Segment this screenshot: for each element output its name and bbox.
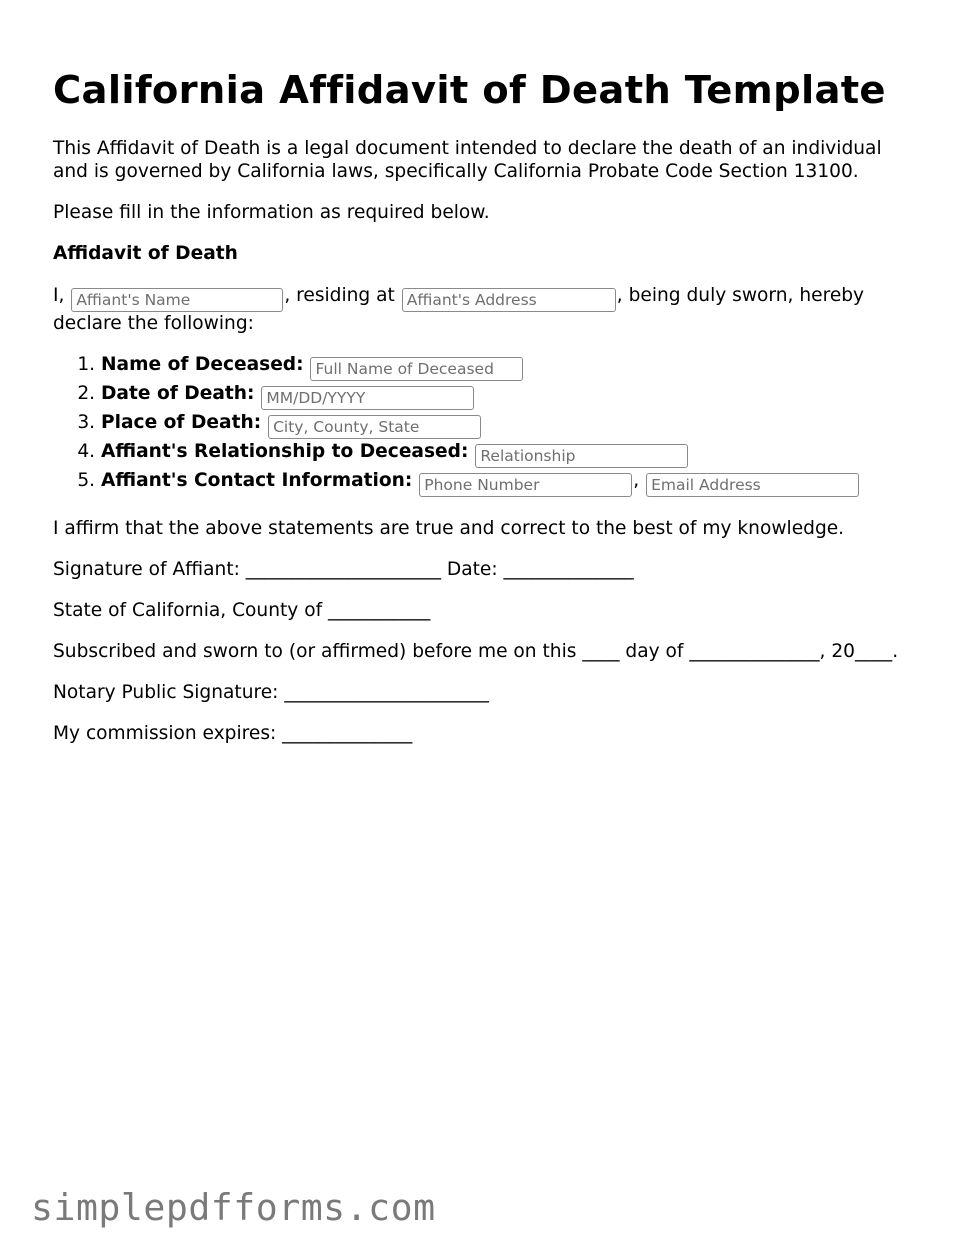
place-of-death-input[interactable] bbox=[268, 415, 481, 439]
commission-expires-line: My commission expires: ______________ bbox=[53, 723, 413, 744]
deceased-info-list bbox=[53, 352, 913, 497]
declaration-suffix: , being duly sworn, hereby declare the following: bbox=[53, 285, 865, 334]
list-item-place-of-death bbox=[101, 410, 913, 439]
contact-info-label: Affiant's Contact Information: bbox=[101, 470, 413, 491]
relationship-input[interactable] bbox=[475, 444, 688, 468]
list-item-deceased-name bbox=[101, 352, 913, 381]
affiant-address-input[interactable] bbox=[402, 288, 616, 312]
list-item-relationship bbox=[101, 439, 913, 468]
declaration-paragraph bbox=[53, 284, 913, 335]
page-title: California Affidavit of Death Template bbox=[53, 68, 886, 113]
contact-separator: , bbox=[633, 470, 640, 491]
notary-signature-line: Notary Public Signature: ______________________ bbox=[53, 682, 489, 703]
place-of-death-label: Place of Death: bbox=[101, 412, 262, 433]
deceased-name-input[interactable] bbox=[310, 357, 523, 381]
signature-line: Signature of Affiant: _____________________ Date: ______________ bbox=[53, 559, 634, 580]
date-of-death-input[interactable] bbox=[261, 386, 474, 410]
declaration-residing: , residing at bbox=[284, 285, 395, 306]
instructions-text: Please fill in the information as required below. bbox=[53, 202, 490, 223]
phone-number-input[interactable] bbox=[419, 473, 632, 497]
deceased-name-label: Name of Deceased: bbox=[101, 354, 304, 375]
list-item-date-of-death bbox=[101, 381, 913, 410]
intro-paragraph: This Affidavit of Death is a legal document intended to declare the death of an individual and is governed by California laws, specifically California Probate Code Section 13100. bbox=[53, 138, 882, 182]
affirmation-text: I affirm that the above statements are true and correct to the best of my knowledge. bbox=[53, 518, 845, 539]
document-page bbox=[53, 62, 913, 745]
county-line: State of California, County of ___________ bbox=[53, 600, 431, 621]
relationship-label: Affiant's Relationship to Deceased: bbox=[101, 441, 469, 462]
date-of-death-label: Date of Death: bbox=[101, 383, 255, 404]
section-heading: Affidavit of Death bbox=[53, 243, 238, 264]
email-address-input[interactable] bbox=[646, 473, 859, 497]
sworn-line: Subscribed and sworn to (or affirmed) before me on this ____ day of ______________, 20____. bbox=[53, 641, 899, 662]
affiant-name-input[interactable] bbox=[71, 288, 283, 312]
list-item-contact-info bbox=[101, 468, 913, 497]
watermark: simplepdfforms.com bbox=[31, 1186, 436, 1229]
declaration-prefix: I, bbox=[53, 285, 65, 306]
